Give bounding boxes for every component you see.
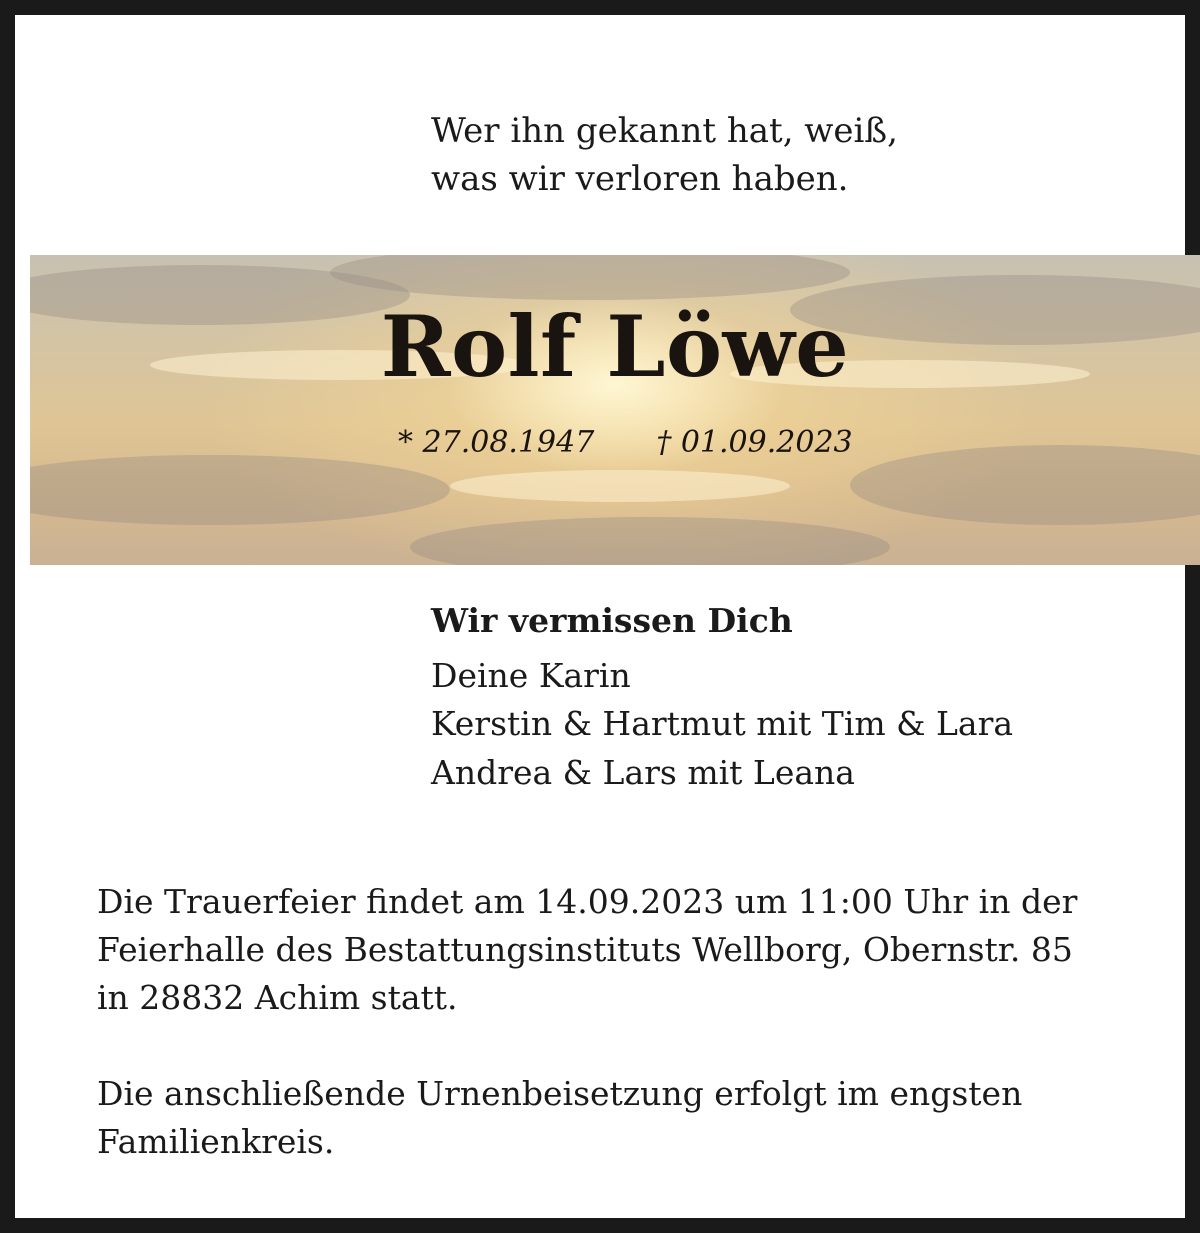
cloud-shape — [30, 455, 450, 525]
sunset-sky-banner — [30, 255, 1200, 565]
burial-paragraph — [97, 1070, 1077, 1166]
death-date: † 01.09.2023 — [656, 425, 853, 460]
cloud-shape — [450, 470, 790, 502]
ceremony-line: in 28832 Achim statt. — [97, 978, 458, 1017]
mourner-line: Deine Karin — [431, 655, 631, 695]
deceased-name: Rolf Löwe — [380, 297, 850, 396]
mourners-block — [431, 597, 1013, 797]
birth-date: * 27.08.1947 — [398, 425, 595, 460]
life-dates — [398, 425, 853, 460]
quote-line: Wer ihn gekannt hat, weiß, — [431, 111, 898, 151]
mourner-line: Kerstin & Hartmut mit Tim & Lara — [431, 704, 1014, 743]
ceremony-paragraph — [97, 878, 1077, 1022]
cloud-shape — [850, 445, 1200, 525]
ceremony-line: Die Trauerfeier findet am 14.09.2023 um 11:00 Uhr in der — [97, 882, 1078, 921]
burial-line: Die anschließende Urnenbeisetzung erfolgt im engsten — [97, 1074, 1023, 1113]
burial-line: Familienkreis. — [97, 1122, 335, 1161]
memorial-quote — [431, 107, 898, 203]
mourners-heading: Wir vermissen Dich — [431, 601, 793, 640]
quote-line: was wir verloren haben. — [431, 159, 849, 199]
mourner-line: Andrea & Lars mit Leana — [431, 752, 855, 792]
funeral-notice — [97, 878, 1077, 1166]
cloud-shape — [410, 517, 890, 565]
ceremony-line: Feierhalle des Bestattungsinstituts Wellborg, Obernstr. 85 — [97, 930, 1073, 969]
